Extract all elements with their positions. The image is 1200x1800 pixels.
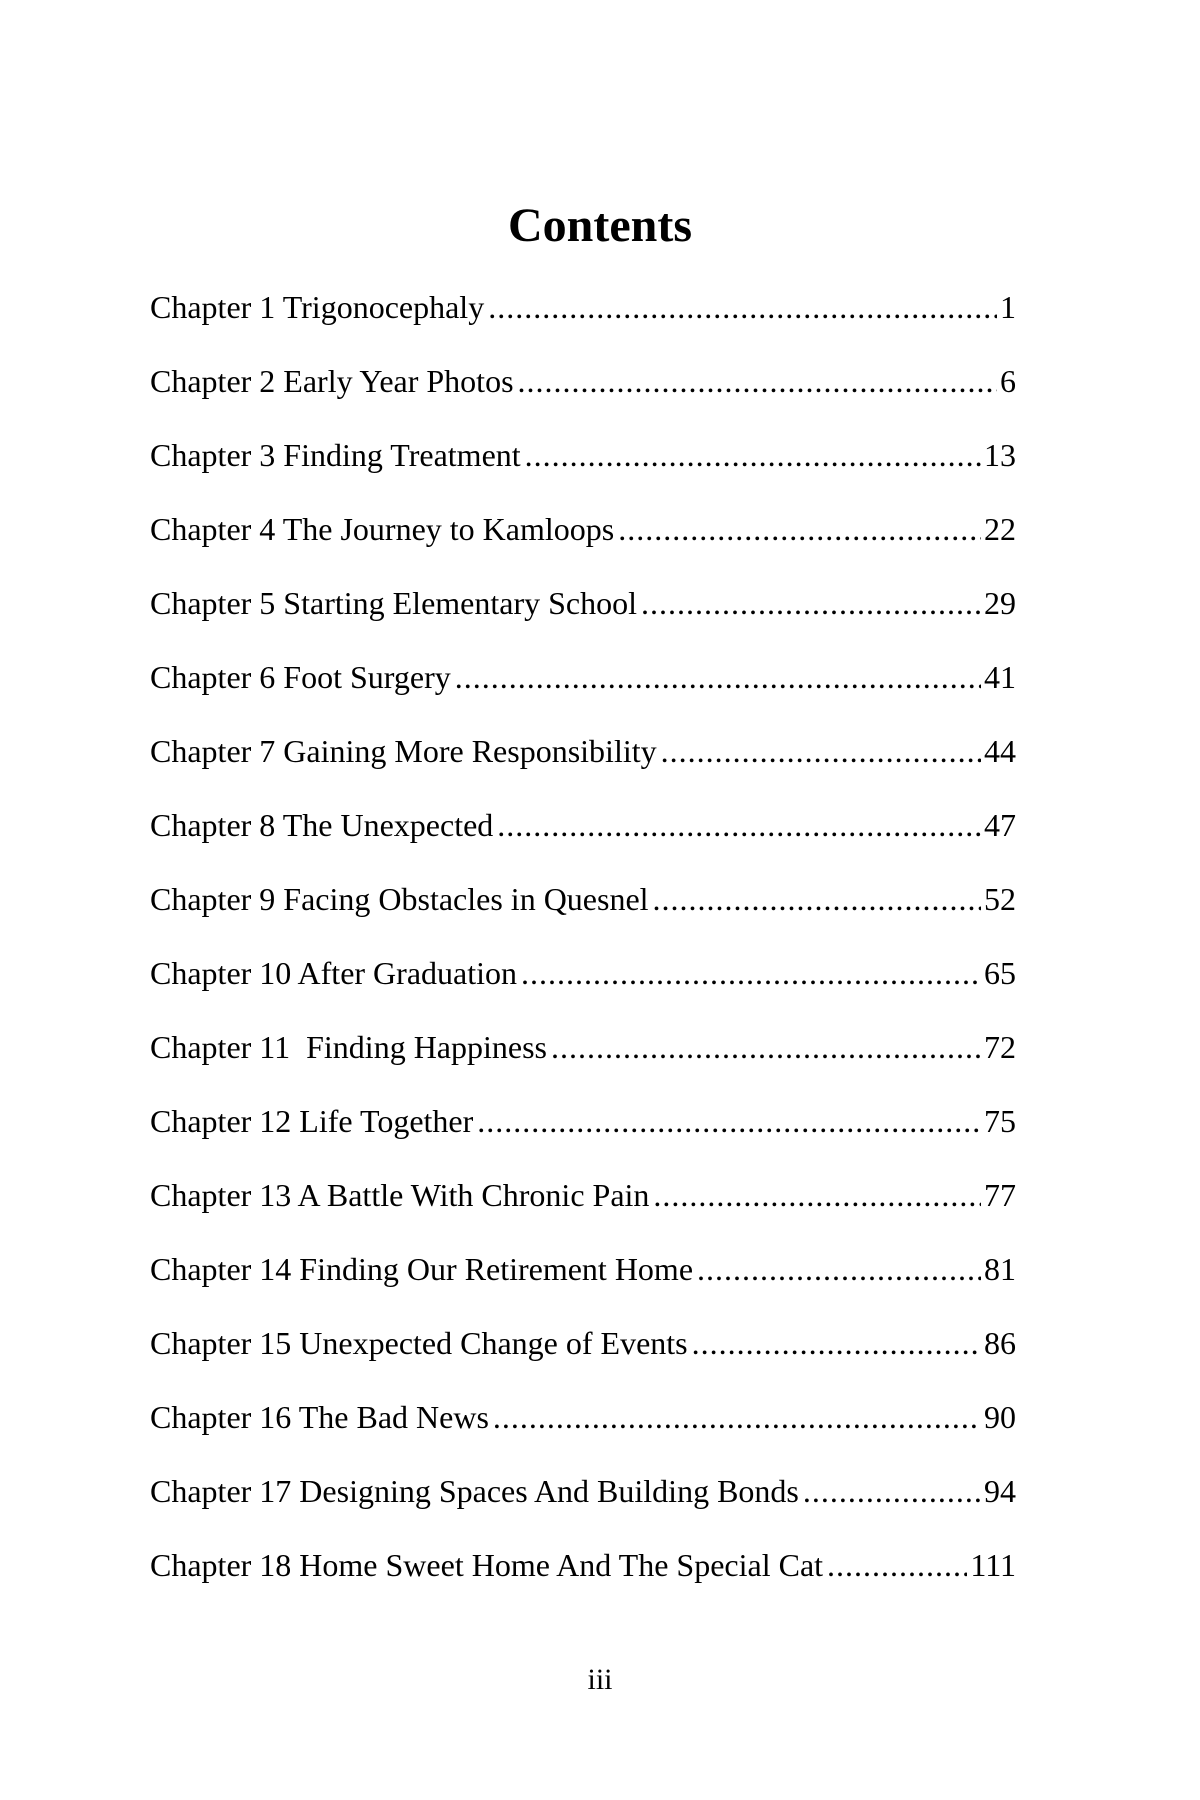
toc-entry-label: Chapter 16 The Bad News xyxy=(150,1399,489,1435)
toc-entry-label: Chapter 18 Home Sweet Home And The Special Cat xyxy=(150,1547,824,1583)
toc-entry xyxy=(150,1247,1016,1321)
toc-dot-leader xyxy=(455,655,981,699)
toc-entry xyxy=(150,433,1016,507)
toc-entry-label: Chapter 2 Early Year Photos xyxy=(150,363,514,399)
toc-entry-page: 86 xyxy=(984,1325,1016,1361)
toc-entry-label: Chapter 12 Life Together xyxy=(150,1103,474,1139)
toc-entry xyxy=(150,1395,1016,1469)
toc-entry-page: 75 xyxy=(984,1103,1016,1139)
toc-dot-leader xyxy=(803,1469,981,1513)
toc-entry-page: 90 xyxy=(984,1399,1016,1435)
toc-dot-leader xyxy=(493,1395,981,1439)
toc-dot-leader xyxy=(497,803,981,847)
toc-entry-page: 13 xyxy=(984,437,1016,473)
table-of-contents xyxy=(150,285,1016,1617)
toc-entry-label: Chapter 7 Gaining More Responsibility xyxy=(150,733,657,769)
toc-dot-leader xyxy=(653,877,981,921)
toc-entry-page: 81 xyxy=(984,1251,1016,1287)
toc-dot-leader xyxy=(653,1173,981,1217)
toc-entry-label: Chapter 9 Facing Obstacles in Quesnel xyxy=(150,881,649,917)
toc-dot-leader xyxy=(692,1321,981,1365)
toc-entry-page: 41 xyxy=(984,659,1016,695)
toc-dot-leader xyxy=(525,433,981,477)
toc-entry-label: Chapter 13 A Battle With Chronic Pain xyxy=(150,1177,650,1213)
toc-entry xyxy=(150,285,1016,359)
toc-dot-leader xyxy=(827,1543,967,1587)
toc-entry xyxy=(150,951,1016,1025)
page-number: iii xyxy=(587,1663,613,1696)
toc-entry-label: Chapter 14 Finding Our Retirement Home xyxy=(150,1251,694,1287)
toc-dot-leader xyxy=(518,359,997,403)
toc-dot-leader xyxy=(477,1099,981,1143)
toc-dot-leader xyxy=(641,581,981,625)
page-title: Contents xyxy=(507,199,692,252)
toc-entry xyxy=(150,877,1016,951)
toc-entry-page: 65 xyxy=(984,955,1016,991)
toc-entry xyxy=(150,729,1016,803)
toc-dot-leader xyxy=(488,285,997,329)
toc-entry-page: 52 xyxy=(984,881,1016,917)
toc-entry-page: 111 xyxy=(970,1547,1016,1583)
toc-entry-label: Chapter 6 Foot Surgery xyxy=(150,659,451,695)
toc-dot-leader xyxy=(661,729,981,773)
toc-entry-label: Chapter 15 Unexpected Change of Events xyxy=(150,1325,688,1361)
toc-entry-page: 77 xyxy=(984,1177,1016,1213)
toc-entry-page: 72 xyxy=(984,1029,1016,1065)
toc-entry-page: 47 xyxy=(984,807,1016,843)
toc-entry xyxy=(150,359,1016,433)
toc-entry xyxy=(150,1173,1016,1247)
toc-entry-label: Chapter 17 Designing Spaces And Building Bonds xyxy=(150,1473,799,1509)
toc-entry xyxy=(150,803,1016,877)
toc-entry xyxy=(150,507,1016,581)
toc-entry xyxy=(150,1025,1016,1099)
toc-dot-leader xyxy=(521,951,981,995)
toc-entry-label: Chapter 8 The Unexpected xyxy=(150,807,494,843)
toc-entry-page: 6 xyxy=(1000,363,1016,399)
toc-dot-leader xyxy=(618,507,981,551)
toc-entry-label: Chapter 3 Finding Treatment xyxy=(150,437,521,473)
toc-entry xyxy=(150,1099,1016,1173)
toc-dot-leader xyxy=(551,1025,981,1069)
toc-entry-page: 94 xyxy=(984,1473,1016,1509)
toc-entry xyxy=(150,1469,1016,1543)
toc-entry-page: 29 xyxy=(984,585,1016,621)
toc-entry-label: Chapter 5 Starting Elementary School xyxy=(150,585,637,621)
toc-entry-page: 1 xyxy=(1000,289,1016,325)
toc-entry-label: Chapter 1 Trigonocephaly xyxy=(150,289,485,325)
toc-entry-label: Chapter 11 Finding Happiness xyxy=(150,1029,547,1065)
toc-entry xyxy=(150,581,1016,655)
toc-entry-label: Chapter 10 After Graduation xyxy=(150,955,517,991)
toc-entry xyxy=(150,1321,1016,1395)
toc-entry-page: 44 xyxy=(984,733,1016,769)
toc-entry-page: 22 xyxy=(984,511,1016,547)
toc-entry-label: Chapter 4 The Journey to Kamloops xyxy=(150,511,615,547)
toc-entry xyxy=(150,655,1016,729)
toc-dot-leader xyxy=(697,1247,981,1291)
toc-entry xyxy=(150,1543,1016,1617)
